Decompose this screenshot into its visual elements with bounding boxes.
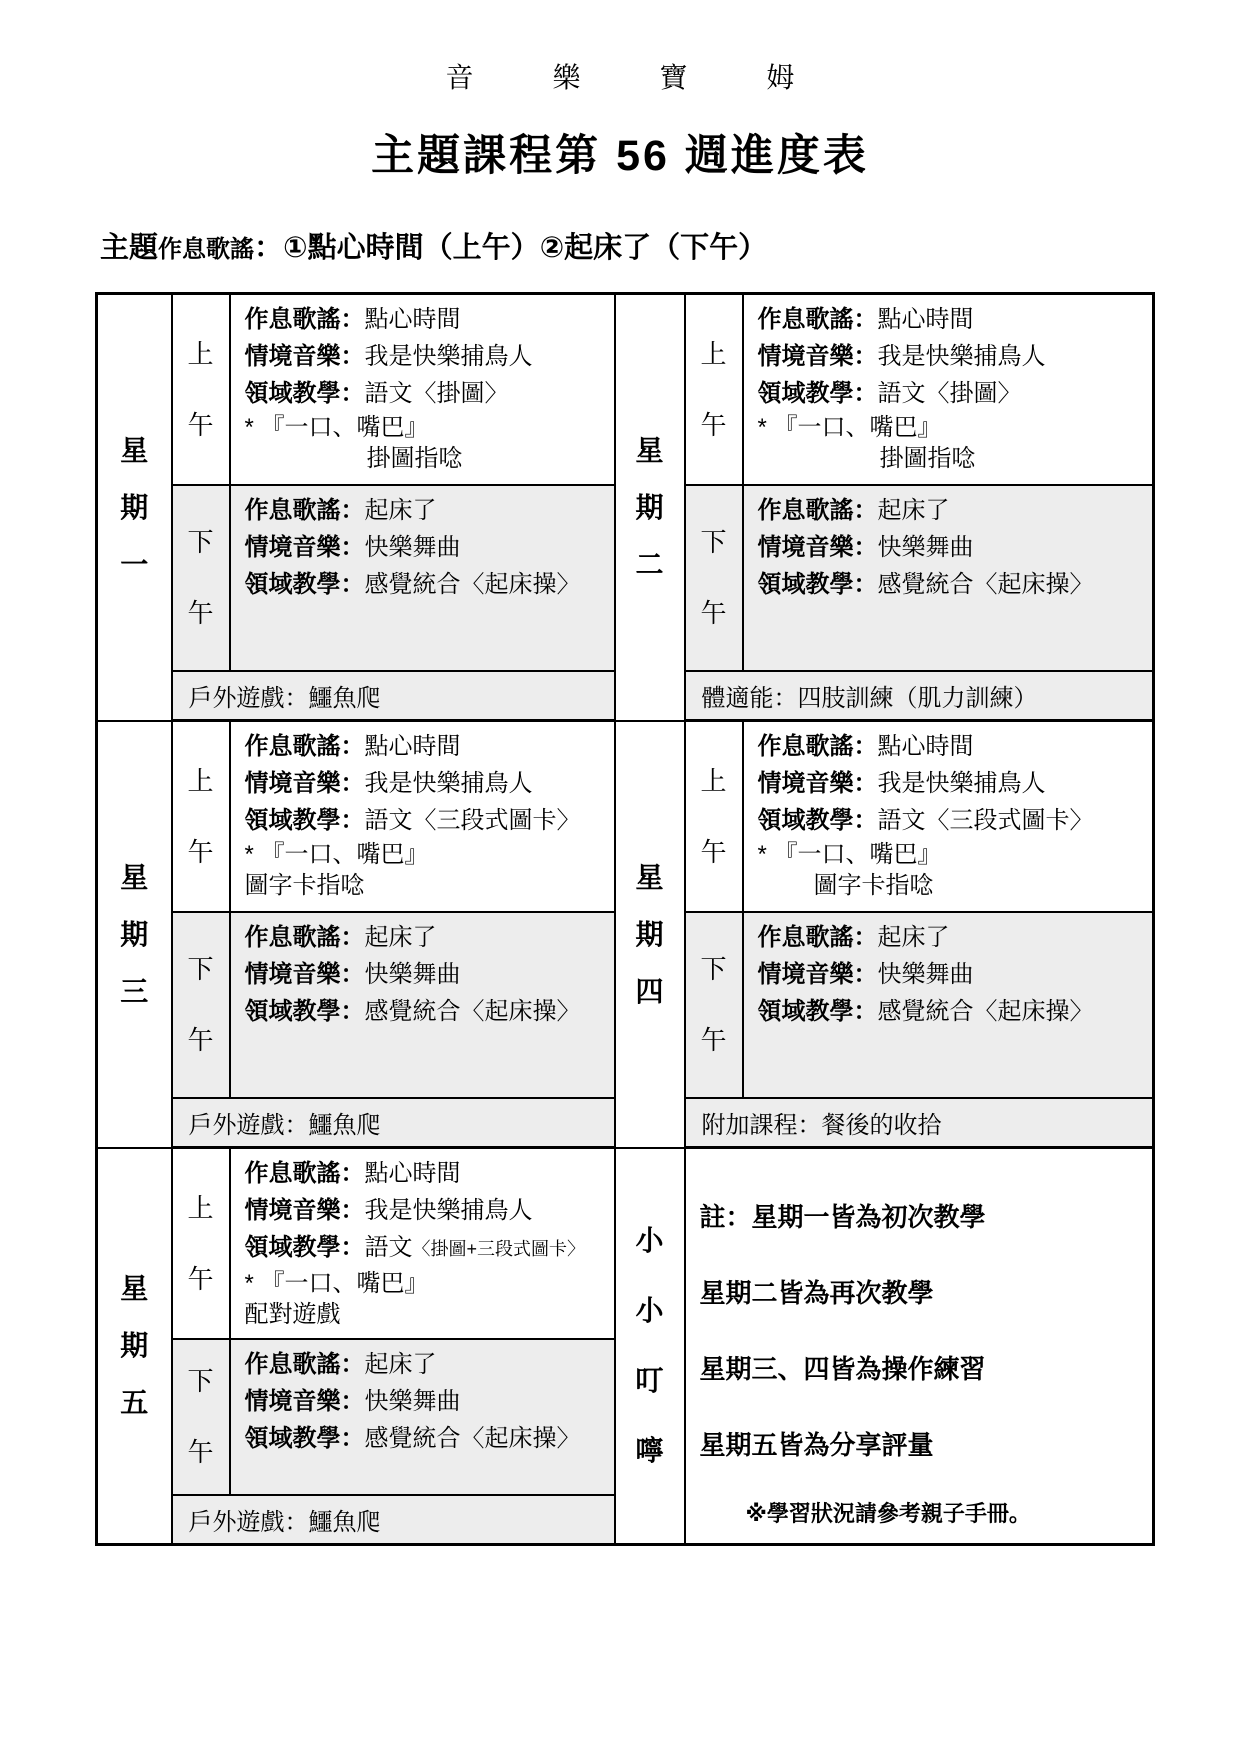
tuesday-pm-label — [685, 485, 743, 671]
monday-am-label — [172, 294, 230, 486]
ampm-char: 上 — [187, 1192, 214, 1223]
reminder-note: 星期三、四皆為操作練習 — [699, 1354, 986, 1384]
friday-footer-activity: 戶外遊戲：鱷魚爬 — [172, 1495, 615, 1545]
ampm-char: 午 — [187, 836, 214, 867]
domain-teaching-line — [245, 375, 610, 412]
field-label: 情境音樂： — [757, 534, 878, 561]
friday-pm-label — [172, 1339, 230, 1495]
domain-teaching-line — [758, 566, 1149, 603]
field-value: 感覺統合〈起床操〉 — [364, 1425, 581, 1452]
field-label: 情境音樂： — [244, 343, 365, 370]
field-value: 語文〈掛圖〉 — [364, 380, 509, 407]
routine-song-line — [758, 301, 1149, 338]
day-char: 五 — [120, 1387, 149, 1419]
field-label: 領域教學： — [757, 380, 878, 407]
field-value: 感覺統合〈起床操〉 — [364, 998, 581, 1025]
field-value: 起床了 — [364, 1351, 437, 1378]
field-value: 語文 — [364, 1234, 413, 1261]
thursday-pm-label — [685, 912, 743, 1098]
day-char: 星 — [120, 1273, 149, 1305]
mood-music-line — [245, 1383, 610, 1420]
subtitle-label: 作息歌謠 — [158, 236, 255, 263]
reminder-note: 星期五皆為分享評量 — [699, 1430, 934, 1460]
field-label: 作息歌謠： — [757, 733, 878, 760]
friday-am-content — [230, 1148, 615, 1340]
field-value: 快樂舞曲 — [877, 961, 974, 988]
tuesday-am-label — [685, 294, 743, 486]
thursday-footer-activity: 附加課程：餐後的收拾 — [685, 1098, 1154, 1148]
field-value: 語文〈三段式圖卡〉 — [877, 807, 1094, 834]
day-char: 期 — [635, 491, 664, 523]
reminder-title-char: 叮 — [635, 1364, 664, 1396]
ampm-char: 午 — [700, 598, 727, 628]
field-value: 點心時間 — [364, 733, 461, 760]
ampm-char: 下 — [700, 954, 727, 984]
friday-am-label — [172, 1148, 230, 1340]
field-label: 領域教學： — [244, 571, 365, 598]
song-title-note: * 『一口、嘴巴』 — [244, 414, 429, 441]
field-label: 作息歌謠： — [244, 1160, 365, 1187]
song-title-note: * 『一口、嘴巴』 — [757, 414, 942, 441]
day-char: 期 — [120, 1330, 149, 1362]
day-char: 三 — [120, 975, 149, 1007]
field-value: 快樂舞曲 — [877, 534, 974, 561]
field-label: 情境音樂： — [244, 534, 365, 561]
day-char: 期 — [635, 918, 664, 950]
domain-teaching-line — [758, 802, 1149, 839]
activity-note: 掛圖指唸 — [366, 445, 463, 472]
field-value: 點心時間 — [877, 306, 974, 333]
ampm-char: 上 — [187, 765, 214, 796]
wednesday-pm-content — [230, 912, 615, 1098]
field-label: 作息歌謠： — [244, 924, 365, 951]
field-label: 領域教學： — [757, 571, 878, 598]
field-label: 領域教學： — [757, 807, 878, 834]
day-char: 星 — [635, 861, 664, 893]
song-title-note: * 『一口、嘴巴』 — [244, 1270, 429, 1297]
ampm-char: 午 — [700, 1025, 727, 1055]
field-value: 我是快樂捕鳥人 — [364, 343, 533, 370]
day-char: 期 — [120, 918, 149, 950]
field-value: 點心時間 — [877, 733, 974, 760]
tuesday-pm-content — [743, 485, 1154, 671]
reminder-title-char: 小 — [635, 1294, 664, 1326]
field-value: 語文〈掛圖〉 — [877, 380, 1022, 407]
day-label-thursday — [615, 721, 685, 1148]
field-value: 感覺統合〈起床操〉 — [877, 998, 1094, 1025]
field-value-small: 〈掛圖+三段式圖卡〉 — [412, 1239, 586, 1259]
reminder-note: 星期二皆為再次教學 — [699, 1278, 934, 1308]
weekly-schedule-table — [95, 292, 1155, 1546]
field-label: 情境音樂： — [244, 961, 365, 988]
song-title-note: * 『一口、嘴巴』 — [757, 841, 942, 868]
monday-pm-label — [172, 485, 230, 671]
field-label: 情境音樂： — [757, 961, 878, 988]
field-label: 情境音樂： — [757, 770, 878, 797]
field-value: 語文〈三段式圖卡〉 — [364, 807, 581, 834]
field-label: 作息歌謠： — [757, 306, 878, 333]
thursday-am-content — [743, 721, 1154, 913]
thursday-am-label — [685, 721, 743, 913]
field-label: 作息歌謠： — [244, 733, 365, 760]
mood-music-line — [758, 529, 1149, 566]
field-label: 情境音樂： — [244, 770, 365, 797]
wednesday-footer-activity: 戶外遊戲：鱷魚爬 — [172, 1098, 615, 1148]
day-label-tuesday — [615, 294, 685, 721]
domain-teaching-line — [245, 1420, 610, 1457]
wednesday-am-label — [172, 721, 230, 913]
field-value: 感覺統合〈起床操〉 — [877, 571, 1094, 598]
routine-song-line — [245, 1155, 610, 1192]
field-value: 起床了 — [364, 924, 437, 951]
reminder-note: 註：星期一皆為初次教學 — [699, 1202, 986, 1232]
reminder-title-char: 小 — [635, 1224, 664, 1256]
domain-teaching-line — [245, 802, 610, 839]
mood-music-line — [245, 529, 610, 566]
reminder-footnote: ※學習狀況請參考親子手冊。 — [745, 1501, 1031, 1526]
thursday-pm-content — [743, 912, 1154, 1098]
day-char: 四 — [635, 975, 664, 1007]
tuesday-am-content — [743, 294, 1154, 486]
ampm-char: 午 — [700, 836, 727, 867]
ampm-char: 下 — [187, 954, 214, 984]
day-char: 星 — [120, 861, 149, 893]
ampm-char: 下 — [187, 527, 214, 557]
routine-song-line — [245, 1346, 610, 1383]
song-title-note: * 『一口、嘴巴』 — [244, 841, 429, 868]
mood-music-line — [245, 765, 610, 802]
field-value: 快樂舞曲 — [364, 534, 461, 561]
routine-song-line — [245, 919, 610, 956]
ampm-char: 上 — [700, 338, 727, 369]
routine-song-line — [758, 728, 1149, 765]
field-value: 我是快樂捕鳥人 — [364, 1197, 533, 1224]
field-value: 我是快樂捕鳥人 — [877, 770, 1046, 797]
field-value: 起床了 — [877, 497, 950, 524]
reminder-content — [685, 1148, 1154, 1545]
field-value: 點心時間 — [364, 306, 461, 333]
ampm-char: 午 — [187, 1263, 214, 1294]
field-label: 作息歌謠： — [757, 924, 878, 951]
field-value: 快樂舞曲 — [364, 961, 461, 988]
day-label-wednesday — [97, 721, 172, 1148]
field-label: 作息歌謠： — [244, 306, 365, 333]
field-value: 我是快樂捕鳥人 — [364, 770, 533, 797]
mood-music-line — [758, 765, 1149, 802]
routine-song-line — [245, 492, 610, 529]
field-value: 起床了 — [364, 497, 437, 524]
field-label: 領域教學： — [244, 380, 365, 407]
routine-song-line — [245, 728, 610, 765]
day-char: 一 — [120, 548, 149, 580]
reminder-title-char: 嚀 — [635, 1434, 664, 1466]
domain-teaching-line — [245, 993, 610, 1030]
field-label: 領域教學： — [244, 1425, 365, 1452]
routine-song-line — [758, 492, 1149, 529]
ampm-char: 午 — [187, 409, 214, 440]
ampm-char: 下 — [700, 527, 727, 557]
activity-note: 配對遊戲 — [244, 1301, 341, 1328]
monday-footer-activity: 戶外遊戲：鱷魚爬 — [172, 671, 615, 721]
ampm-char: 午 — [187, 1437, 214, 1467]
header-brand: 音 樂 寶 姆 — [445, 63, 831, 94]
page-title: 主題課程第 56 週進度表 — [371, 132, 869, 180]
field-label: 領域教學： — [244, 1234, 365, 1261]
routine-song-line — [758, 919, 1149, 956]
field-label: 情境音樂： — [757, 343, 878, 370]
field-label: 作息歌謠： — [244, 1351, 365, 1378]
field-value: 我是快樂捕鳥人 — [877, 343, 1046, 370]
field-label: 情境音樂： — [244, 1388, 365, 1415]
field-label: 領域教學： — [757, 998, 878, 1025]
day-char: 二 — [635, 548, 664, 580]
field-label: 領域教學： — [244, 807, 365, 834]
wednesday-am-content — [230, 721, 615, 913]
domain-teaching-line — [758, 375, 1149, 412]
activity-note: 圖字卡指唸 — [244, 872, 365, 899]
ampm-char: 下 — [187, 1366, 214, 1396]
ampm-char: 上 — [187, 338, 214, 369]
reminder-title — [615, 1148, 685, 1545]
field-label: 作息歌謠： — [757, 497, 878, 524]
subtitle-rest: ：①點心時間（上午）②起床了（下午） — [254, 232, 768, 264]
mood-music-line — [758, 956, 1149, 993]
field-value: 點心時間 — [364, 1160, 461, 1187]
mood-music-line — [245, 956, 610, 993]
field-label: 作息歌謠： — [244, 497, 365, 524]
day-char: 星 — [635, 434, 664, 466]
friday-pm-content — [230, 1339, 615, 1495]
domain-teaching-line — [245, 566, 610, 603]
field-value: 快樂舞曲 — [364, 1388, 461, 1415]
day-label-monday — [97, 294, 172, 721]
activity-note: 圖字卡指唸 — [813, 872, 934, 899]
day-char: 期 — [120, 491, 149, 523]
day-label-friday — [97, 1148, 172, 1545]
domain-teaching-line — [245, 1229, 610, 1268]
mood-music-line — [758, 338, 1149, 375]
ampm-char: 午 — [700, 409, 727, 440]
domain-teaching-line — [758, 993, 1149, 1030]
activity-note: 掛圖指唸 — [879, 445, 976, 472]
routine-song-line — [245, 301, 610, 338]
ampm-char: 午 — [187, 1025, 214, 1055]
ampm-char: 午 — [187, 598, 214, 628]
tuesday-footer-activity: 體適能：四肢訓練（肌力訓練） — [685, 671, 1154, 721]
mood-music-line — [245, 1192, 610, 1229]
wednesday-pm-label — [172, 912, 230, 1098]
page-subtitle — [100, 225, 1240, 266]
day-char: 星 — [120, 434, 149, 466]
monday-pm-content — [230, 485, 615, 671]
subtitle-theme: 主題 — [100, 232, 159, 264]
mood-music-line — [245, 338, 610, 375]
ampm-char: 上 — [700, 765, 727, 796]
monday-am-content — [230, 294, 615, 486]
field-value: 感覺統合〈起床操〉 — [364, 571, 581, 598]
field-label: 領域教學： — [244, 998, 365, 1025]
field-label: 情境音樂： — [244, 1197, 365, 1224]
field-value: 起床了 — [877, 924, 950, 951]
